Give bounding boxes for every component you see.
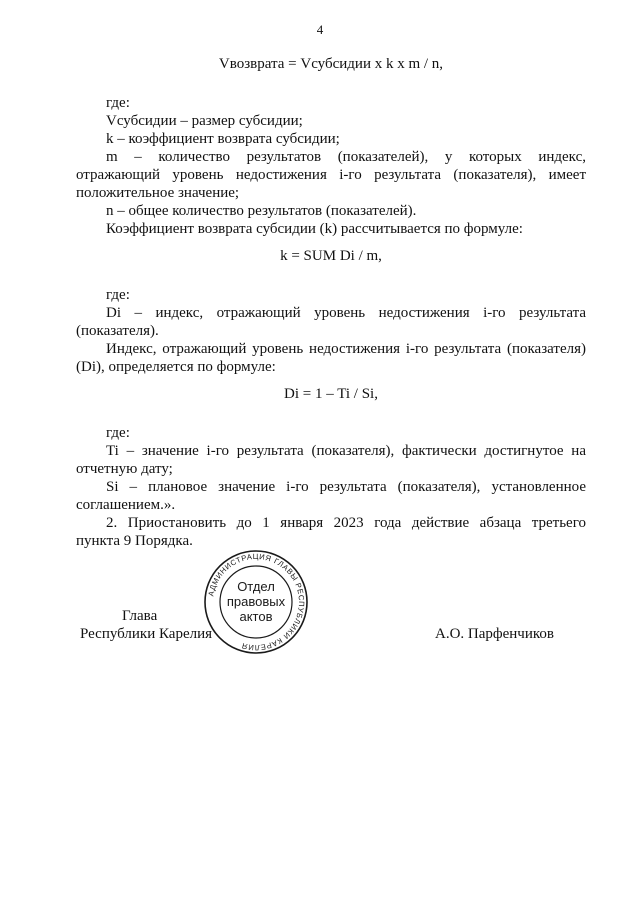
where-label-1: где:	[106, 95, 130, 111]
stamp-center-line2: правовых	[226, 594, 286, 609]
coefficient-intro: Коэффициент возврата субсидии (k) рассчитывается по формуле:	[106, 221, 523, 237]
where-label-3: где:	[106, 425, 130, 441]
definition-v-subsidy: Vсубсидии – размер субсидии;	[106, 113, 303, 129]
definition-di-line1: Di – индекс, отражающий уровень недостижения i-го результата	[106, 305, 586, 321]
definition-k: k – коэффициент возврата субсидии;	[106, 131, 340, 147]
definition-ti-line2: отчетную дату;	[76, 461, 173, 477]
stamp-center-line3: актов	[239, 609, 273, 624]
signature-title-line1: Глава	[122, 608, 158, 624]
stamp-seal	[203, 549, 309, 655]
signature-title-line2: Республики Карелия	[80, 626, 213, 642]
definition-si-line2: соглашением.».	[76, 497, 176, 513]
formula-refund-volume: Vвозврата = Vсубсидии x k x m / n,	[218, 56, 444, 72]
stamp-ring-text: АДМИНИСТРАЦИЯ ГЛАВЫ РЕСПУБЛИКИ КАРЕЛИЯ	[206, 551, 307, 653]
index-intro-line2: (Di), определяется по формуле:	[76, 359, 276, 375]
definition-ti-line1: Ti – значение i-го результата (показателя), фактически достигнутое на	[106, 443, 586, 459]
item-2-line1: 2. Приостановить до 1 января 2023 года действие абзаца третьего	[106, 515, 586, 531]
definition-n: n – общее количество результатов (показателей).	[106, 203, 417, 219]
definition-si-line1: Si – плановое значение i-го результата (показателя), установленное	[106, 479, 586, 495]
item-2-line2: пункта 9 Порядка.	[76, 533, 193, 549]
definition-m-line3: положительное значение;	[76, 185, 240, 201]
definition-m-line2: отражающий уровень недостижения i-го результата (показателя), имеет	[76, 167, 586, 183]
definition-di-line2: (показателя).	[76, 323, 159, 339]
formula-index: Di = 1 – Ti / Si,	[284, 386, 378, 402]
page-number: 4	[316, 22, 324, 37]
formula-coefficient: k = SUM Di / m,	[280, 248, 382, 264]
index-intro-line1: Индекс, отражающий уровень недостижения i-го результата (показателя)	[106, 341, 586, 357]
definition-m-line1: m – количество результатов (показателей), у которых индекс,	[106, 149, 586, 165]
stamp-center-line1: Отдел	[237, 579, 275, 594]
signature-name: А.О. Парфенчиков	[435, 626, 554, 642]
where-label-2: где:	[106, 287, 130, 303]
